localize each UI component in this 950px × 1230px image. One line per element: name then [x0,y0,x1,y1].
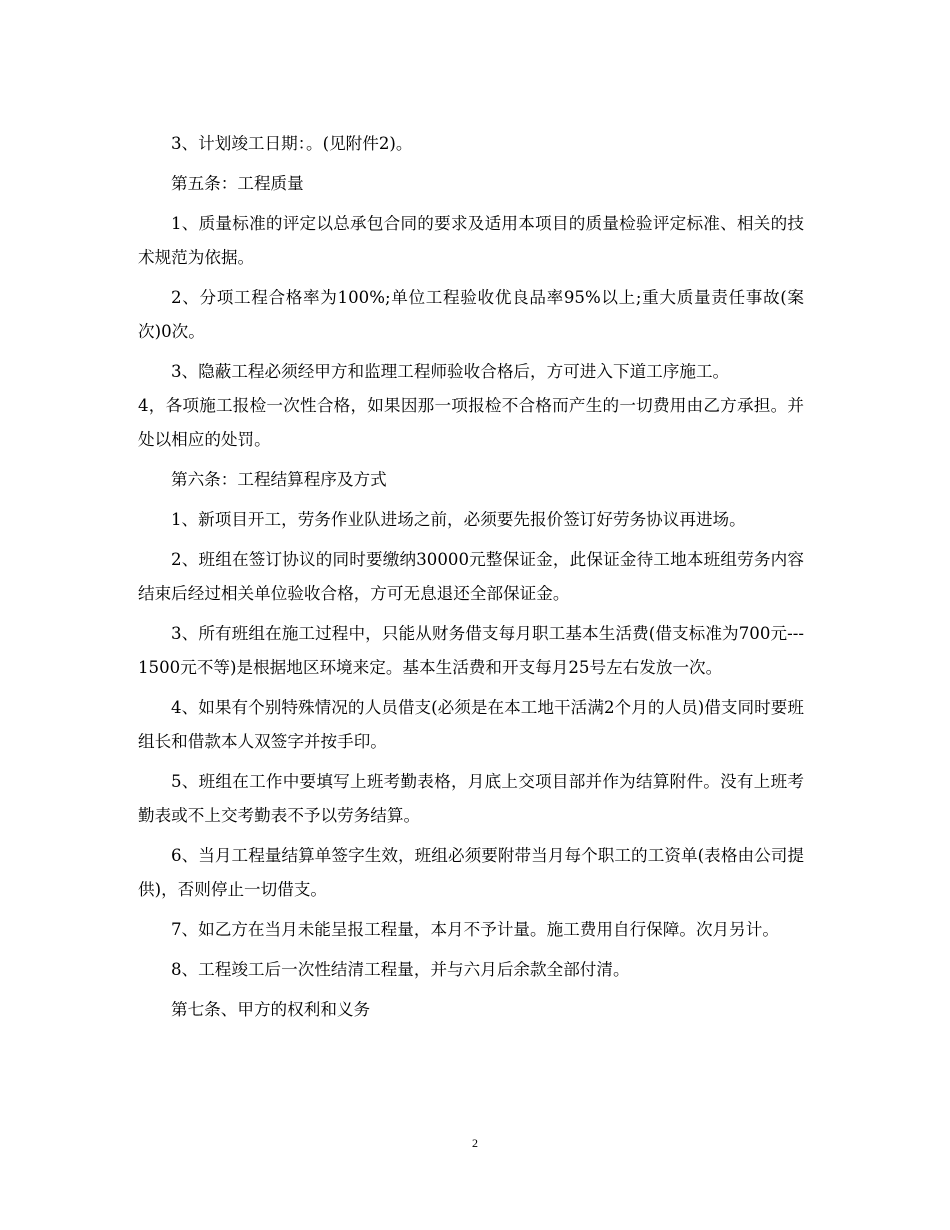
heading-article-6: 第六条：工程结算程序及方式 [171,470,387,489]
paragraph-living-expenses: 3、所有班组在施工过程中，只能从财务借支每月职工基本生活费(借支标准为700元---1500元不等)是根据地区环境来定。基本生活费和开支每月25号左右发放一次。 [138,624,804,677]
paragraph-inspection: 4，各项施工报检一次性合格，如果因那一项报检不合格而产生的一切费用由乙方承担。并处以相应的处罚。 [138,396,804,449]
page-number: 2 [472,1136,478,1150]
paragraph-pass-rate: 2、分项工程合格率为100%;单位工程验收优良品率95%以上;重大质量责任事故(案次)0次。 [138,288,804,341]
paragraph-attendance: 5、班组在工作中要填写上班考勤表格，月底上交项目部并作为结算附件。没有上班考勤表或不上交考勤表不予以劳务结算。 [138,772,804,825]
paragraph-quality-standard: 1、质量标准的评定以总承包合同的要求及适用本项目的质量检验评定标准、相关的技术规范为依据。 [138,214,804,267]
heading-article-7: 第七条、甲方的权利和义务 [171,1000,371,1019]
paragraph-special-advance: 4、如果有个别特殊情况的人员借支(必须是在本工地干活满2个月的人员)借支同时要班组长和借款本人双签字并按手印。 [138,698,804,751]
document-body [138,127,804,1033]
paragraph-concealed-works: 3、隐蔽工程必须经甲方和监理工程师验收合格后，方可进入下道工序施工。 [171,362,730,381]
paragraph-final-settlement: 8、工程竣工后一次性结清工程量，并与六月后余款全部付清。 [171,960,630,979]
paragraph-deposit: 2、班组在签订协议的同时要缴纳30000元整保证金，此保证金待工地本班组劳务内容结束后经过相关单位验收合格，方可无息退还全部保证金。 [138,550,804,603]
heading-article-5: 第五条：工程质量 [171,174,304,193]
paragraph-quantity-report: 7、如乙方在当月未能呈报工程量，本月不予计量。施工费用自行保障。次月另计。 [171,920,779,939]
paragraph-completion-date: 3、计划竣工日期：。(见附件2)。 [171,134,413,153]
paragraph-settlement-sheet: 6、当月工程量结算单签字生效，班组必须要附带当月每个职工的工资单(表格由公司提供)，否则停止一切借支。 [138,846,804,899]
paragraph-new-project: 1、新项目开工，劳务作业队进场之前，必须要先报价签订好劳务协议再进场。 [171,510,746,529]
